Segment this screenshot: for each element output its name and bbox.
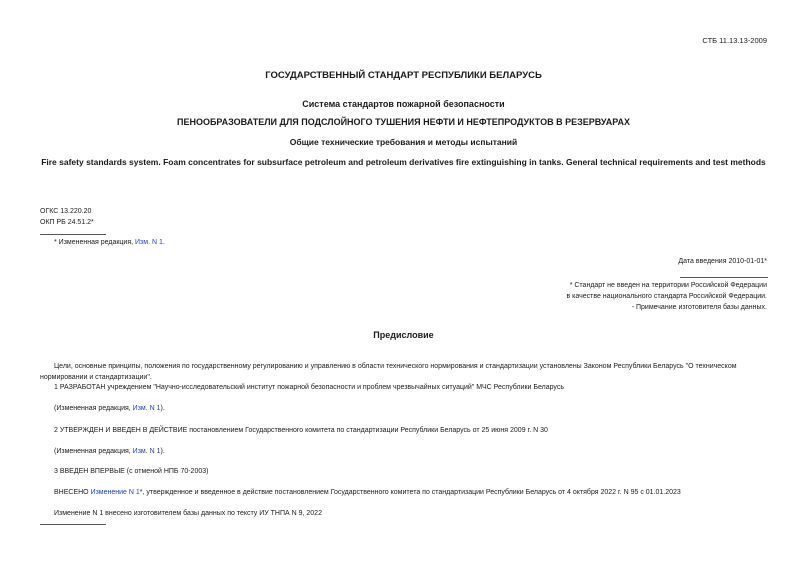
preface-paragraph: 1 РАЗРАБОТАН учреждением "Научно-исследовательский институт пожарной безопасности и проблем чрезвычайных ситуаций" МЧС Республики Беларусь [54, 384, 565, 391]
footnote-divider [40, 234, 106, 235]
amendment-link[interactable]: Изм. N 1 [132, 448, 161, 455]
standard-title: ГОСУДАРСТВЕННЫЙ СТАНДАРТ РЕСПУБЛИКИ БЕЛАРУСЬ [265, 70, 542, 81]
amendment-link[interactable]: Изменение N 1 [90, 489, 140, 496]
database-note [566, 280, 767, 313]
paragraph-text: ). [160, 448, 165, 455]
amendment-link[interactable]: Изм. N 1 [132, 405, 161, 412]
note-divider [680, 277, 768, 278]
english-title: Fire safety standards system. Foam concentrates for subsurface petroleum and petroleum derivatives fire extinguishing in tanks. General technical requirements and test methods [41, 157, 766, 167]
preface-paragraph: 3 ВВЕДЕН ВПЕРВЫЕ (с отменой НПБ 70-2003) [54, 468, 209, 475]
preface-paragraph [54, 487, 767, 498]
paragraph-text: (Измененная редакция, [54, 405, 133, 412]
okс-code: ОГКС 13.220.20 [40, 208, 92, 215]
footnote-text: * Измененная редакция, [54, 239, 136, 246]
document-code: СТБ 11.13.13-2009 [702, 36, 767, 45]
amendment-link[interactable]: Изм. N 1 [135, 239, 163, 246]
standards-system-title: Система стандартов пожарной безопасности [302, 99, 505, 109]
paragraph-text: ВНЕСЕНО [54, 489, 91, 496]
note-line: в качестве национального стандарта Российской Федерации. [566, 293, 767, 300]
note-line: - Примечание изготовителя базы данных. [631, 304, 767, 311]
okp-code: ОКП РБ 24.51.2* [40, 219, 94, 226]
footnote-suffix: . [162, 239, 165, 246]
preface-paragraph: Изменение N 1 внесено изготовителем базы данных по тексту ИУ ТНПА N 9, 2022 [54, 510, 322, 517]
paragraph-text: (Измененная редакция, [54, 448, 133, 455]
document-subtitle: Общие технические требования и методы испытаний [289, 137, 518, 147]
preface-paragraph [54, 446, 767, 457]
document-title: ПЕНООБРАЗОВАТЕЛИ ДЛЯ ПОДСЛОЙНОГО ТУШЕНИЯ НЕФТИ И НЕФТЕПРОДУКТОВ В РЕЗЕРВУАРАХ [176, 117, 631, 127]
footnote-revised [54, 239, 165, 246]
introduction-date: Дата введения 2010-01-01* [678, 258, 767, 265]
preface-heading: Предисловие [373, 330, 434, 340]
classification-codes [40, 206, 94, 228]
preface-paragraph: 2 УТВЕРЖДЕН И ВВЕДЕН В ДЕЙСТВИЕ постановлением Государственного комитета по стандартизации Республики Беларусь от 25 июня 2009 г. N 30 [54, 427, 548, 434]
bottom-divider [40, 524, 106, 525]
paragraph-text: ). [160, 405, 165, 412]
preface-paragraph: Цели, основные принципы, положения по государственному регулированию и управлению в области технического нормирования и стандартизации установлены Законом Республики Беларусь "О техническом нормировании и стандартизации". [40, 363, 737, 381]
preface-paragraph [54, 403, 767, 414]
note-line: * Стандарт не введен на территории Российской Федерации [569, 282, 767, 289]
paragraph-text: *, утвержденное и введенное в действие постановлением Государственного комитета по стандартизации Республики Беларусь от 4 октября 2022 г. N 95 с 01.01.2023 [139, 489, 681, 496]
